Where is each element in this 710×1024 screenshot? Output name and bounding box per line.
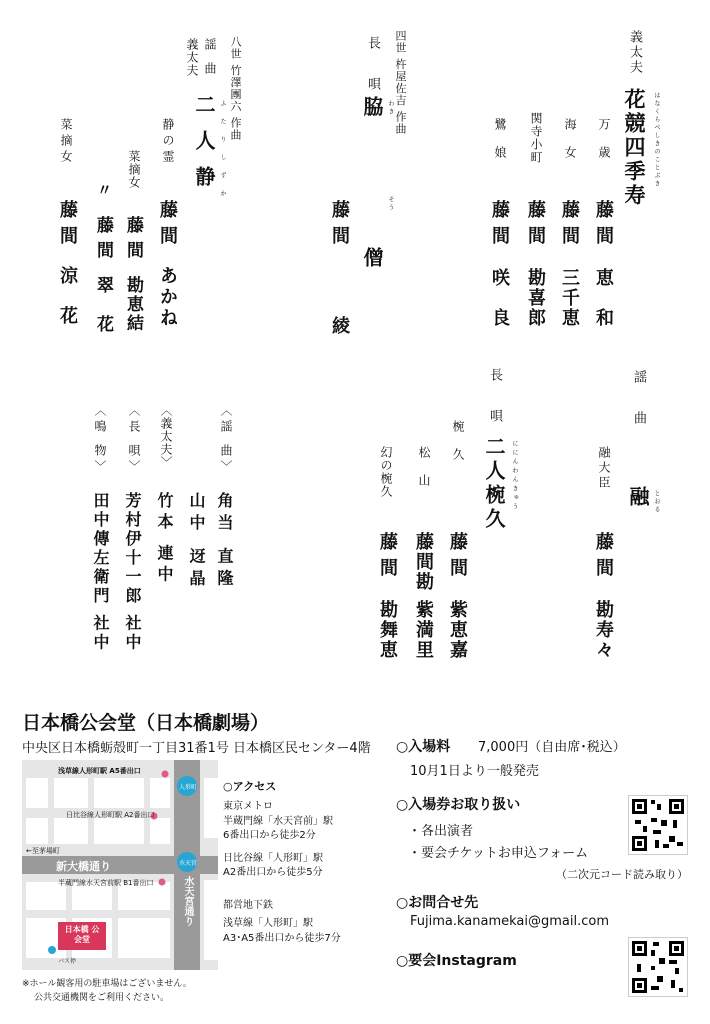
map-station-suitengu: 水天宮: [179, 860, 198, 867]
map-venue-label: 日本橋 公会堂: [64, 925, 100, 944]
p1-given-2: 三千恵: [559, 268, 580, 328]
musician-line-3: 芳村伊十一郎 社中: [123, 492, 142, 653]
map-label-asakusa: 浅草線人形町駅 A5番出口: [58, 767, 141, 775]
p3-role-3: 〃: [95, 182, 113, 205]
p5-role-2: 松 山: [417, 446, 431, 492]
p5-title: 二人椀久: [482, 436, 506, 532]
p5-role-3: 幻の椀久: [379, 446, 393, 498]
access-line-5: A2番出口から徒歩5分: [223, 867, 323, 878]
p3-given-2: 勘恵結: [123, 276, 143, 333]
musician-line-1b: 山中 迓晶: [187, 492, 206, 592]
p1-name-1: 藤間: [593, 200, 614, 252]
p1-role-2: 海 女: [563, 118, 577, 164]
p3-role-1: 静の霊: [161, 118, 175, 166]
fee-sale-date: 10月1日より一般発売: [410, 764, 539, 779]
p4-role: 融大臣: [597, 446, 611, 491]
p5-name-1: 藤間: [447, 532, 468, 584]
p5-genre: 長 唄: [487, 368, 502, 435]
ticket-option-2: ・要会チケットお申込フォーム: [408, 846, 589, 861]
musician-group-2: 〈義太夫〉: [159, 404, 173, 469]
p1-given-3: 勘喜郎: [525, 268, 546, 328]
p5-given-1: 紫恵嘉: [447, 600, 468, 660]
p2-title-ruby-1: わき: [387, 100, 394, 116]
musician-line-1a: 角当 直隆: [215, 492, 234, 592]
musician-group-4: 〈鳴 物〉: [93, 404, 107, 476]
access-line-8: A3･A5番出口から徒歩7分: [223, 933, 341, 944]
p3-role-2: 菜摘女: [127, 150, 141, 189]
p1-role-1: 万 歳: [597, 118, 611, 164]
map-label-hibiya: 日比谷線人形町駅 A2番出口: [66, 811, 155, 819]
venue-title: 日本橋公会堂（日本橋劇場）: [22, 712, 270, 734]
p3-title-ruby: ふたりしずか: [219, 100, 226, 208]
contact-email[interactable]: Fujima.kanamekai@gmail.com: [410, 914, 610, 929]
p3-given-1: あかね: [157, 266, 178, 329]
access-line-3: 6番出口から徒歩2分: [223, 830, 316, 841]
fee-value: 7,000円（自由席･税込）: [478, 740, 626, 755]
p3-name-1: 藤間: [157, 200, 178, 252]
p1-title: 花競四季寿: [622, 88, 647, 208]
p3-name-3: 藤間: [93, 216, 113, 266]
p3-role-4: 菜摘女: [59, 118, 73, 166]
p4-name: 藤間: [593, 532, 614, 584]
map-label-hanzomon: 半蔵門線水天宮前駅 B1番出口: [58, 879, 154, 887]
p5-given-3: 勘舞恵: [377, 600, 398, 660]
p5-title-ruby: ににんわんきゅう: [511, 440, 518, 512]
p1-role-3: 関寺小町: [529, 112, 543, 164]
p3-genre-2: 義太夫: [185, 38, 199, 77]
p1-name-2: 藤間: [559, 200, 580, 252]
map-label-suitengu-dori: 水天宮通り: [182, 876, 193, 926]
access-line-6: 都営地下鉄: [223, 900, 273, 911]
musician-group-3: 〈長 唄〉: [127, 404, 141, 476]
access-line-1: 東京メトロ: [223, 801, 273, 812]
p1-title-ruby: はなくらべしきのことぶき: [653, 92, 660, 188]
access-map: [22, 760, 218, 970]
p3-given-4: 涼 花: [57, 266, 78, 333]
p2-title-ruby-2: そう: [387, 196, 394, 212]
p3-name-4: 藤間: [57, 200, 78, 252]
map-station-ningyocho: 人形町: [179, 784, 198, 791]
access-line-2: 半蔵門線「水天宮前」駅: [223, 816, 333, 827]
instagram-qr-code[interactable]: [628, 937, 688, 997]
p4-title: 融: [626, 486, 650, 509]
p2-given: 綾: [329, 316, 350, 342]
access-line-7: 浅草線「人形町」駅: [223, 918, 313, 929]
p2-genre: 長 唄: [365, 36, 380, 103]
p1-given-1: 恵 和: [593, 268, 614, 335]
map-bus-stop: バス停: [58, 958, 77, 965]
p3-name-2: 藤間: [123, 216, 143, 266]
p3-composer: 八世 竹澤團六 作曲: [229, 36, 242, 141]
instagram-heading: ○要会Instagram: [396, 953, 517, 969]
ticket-qr-code[interactable]: [628, 795, 688, 855]
p5-given-2: 紫満里: [413, 600, 434, 660]
p5-role-1: 椀 久: [451, 420, 465, 466]
ticket-heading: ○入場券お取り扱い: [396, 797, 521, 813]
access-heading: ○アクセス: [223, 780, 277, 793]
musician-line-4: 田中傳左衛門 社中: [91, 492, 110, 653]
ticket-qr-note: （二次元コード読み取り）: [556, 868, 688, 881]
fee-heading: ○入場料: [396, 739, 451, 755]
ticket-option-1: ・各出演者: [408, 824, 474, 839]
p1-name-3: 藤間: [525, 200, 546, 252]
musician-line-2: 竹本 連中: [155, 492, 174, 587]
access-line-4: 日比谷線「人形町」駅: [223, 853, 323, 864]
venue-address: 中央区日本橋蛎殻町一丁目31番1号 日本橋区民センター4階: [22, 741, 371, 756]
p3-given-3: 翠 花: [93, 276, 113, 340]
map-label-kayabacho: ←至茅場町: [26, 847, 60, 855]
map-label-shinohashi: 新大橋通り: [56, 860, 111, 873]
p2-composer: 四世 杵屋佐吉 作曲: [394, 30, 407, 135]
musician-group-1: 〈謡 曲〉: [219, 404, 233, 476]
p1-name-4: 藤間: [489, 200, 510, 252]
p1-given-4: 咲 良: [489, 268, 510, 335]
p5-name-2: 藤間勘: [413, 532, 434, 592]
p1-role-4: 鷺 娘: [493, 118, 507, 164]
p4-given: 勘寿々: [593, 600, 614, 660]
p5-name-3: 藤間: [377, 532, 398, 584]
p4-title-ruby: とおる: [653, 490, 660, 514]
parking-note-2: 公共交通機関をご利用ください。: [34, 993, 170, 1003]
p2-title: 脇 僧: [360, 96, 384, 329]
p3-title: 二人静: [192, 94, 216, 202]
p1-genre: 義太夫: [627, 30, 642, 75]
parking-note-1: ※ホール観客用の駐車場はございません。: [22, 979, 192, 989]
contact-heading: ○お問合せ先: [396, 895, 479, 911]
p3-genre-1: 謡 曲: [203, 38, 217, 78]
p2-name: 藤間: [329, 200, 350, 252]
p4-genre: 謡 曲: [631, 370, 646, 437]
